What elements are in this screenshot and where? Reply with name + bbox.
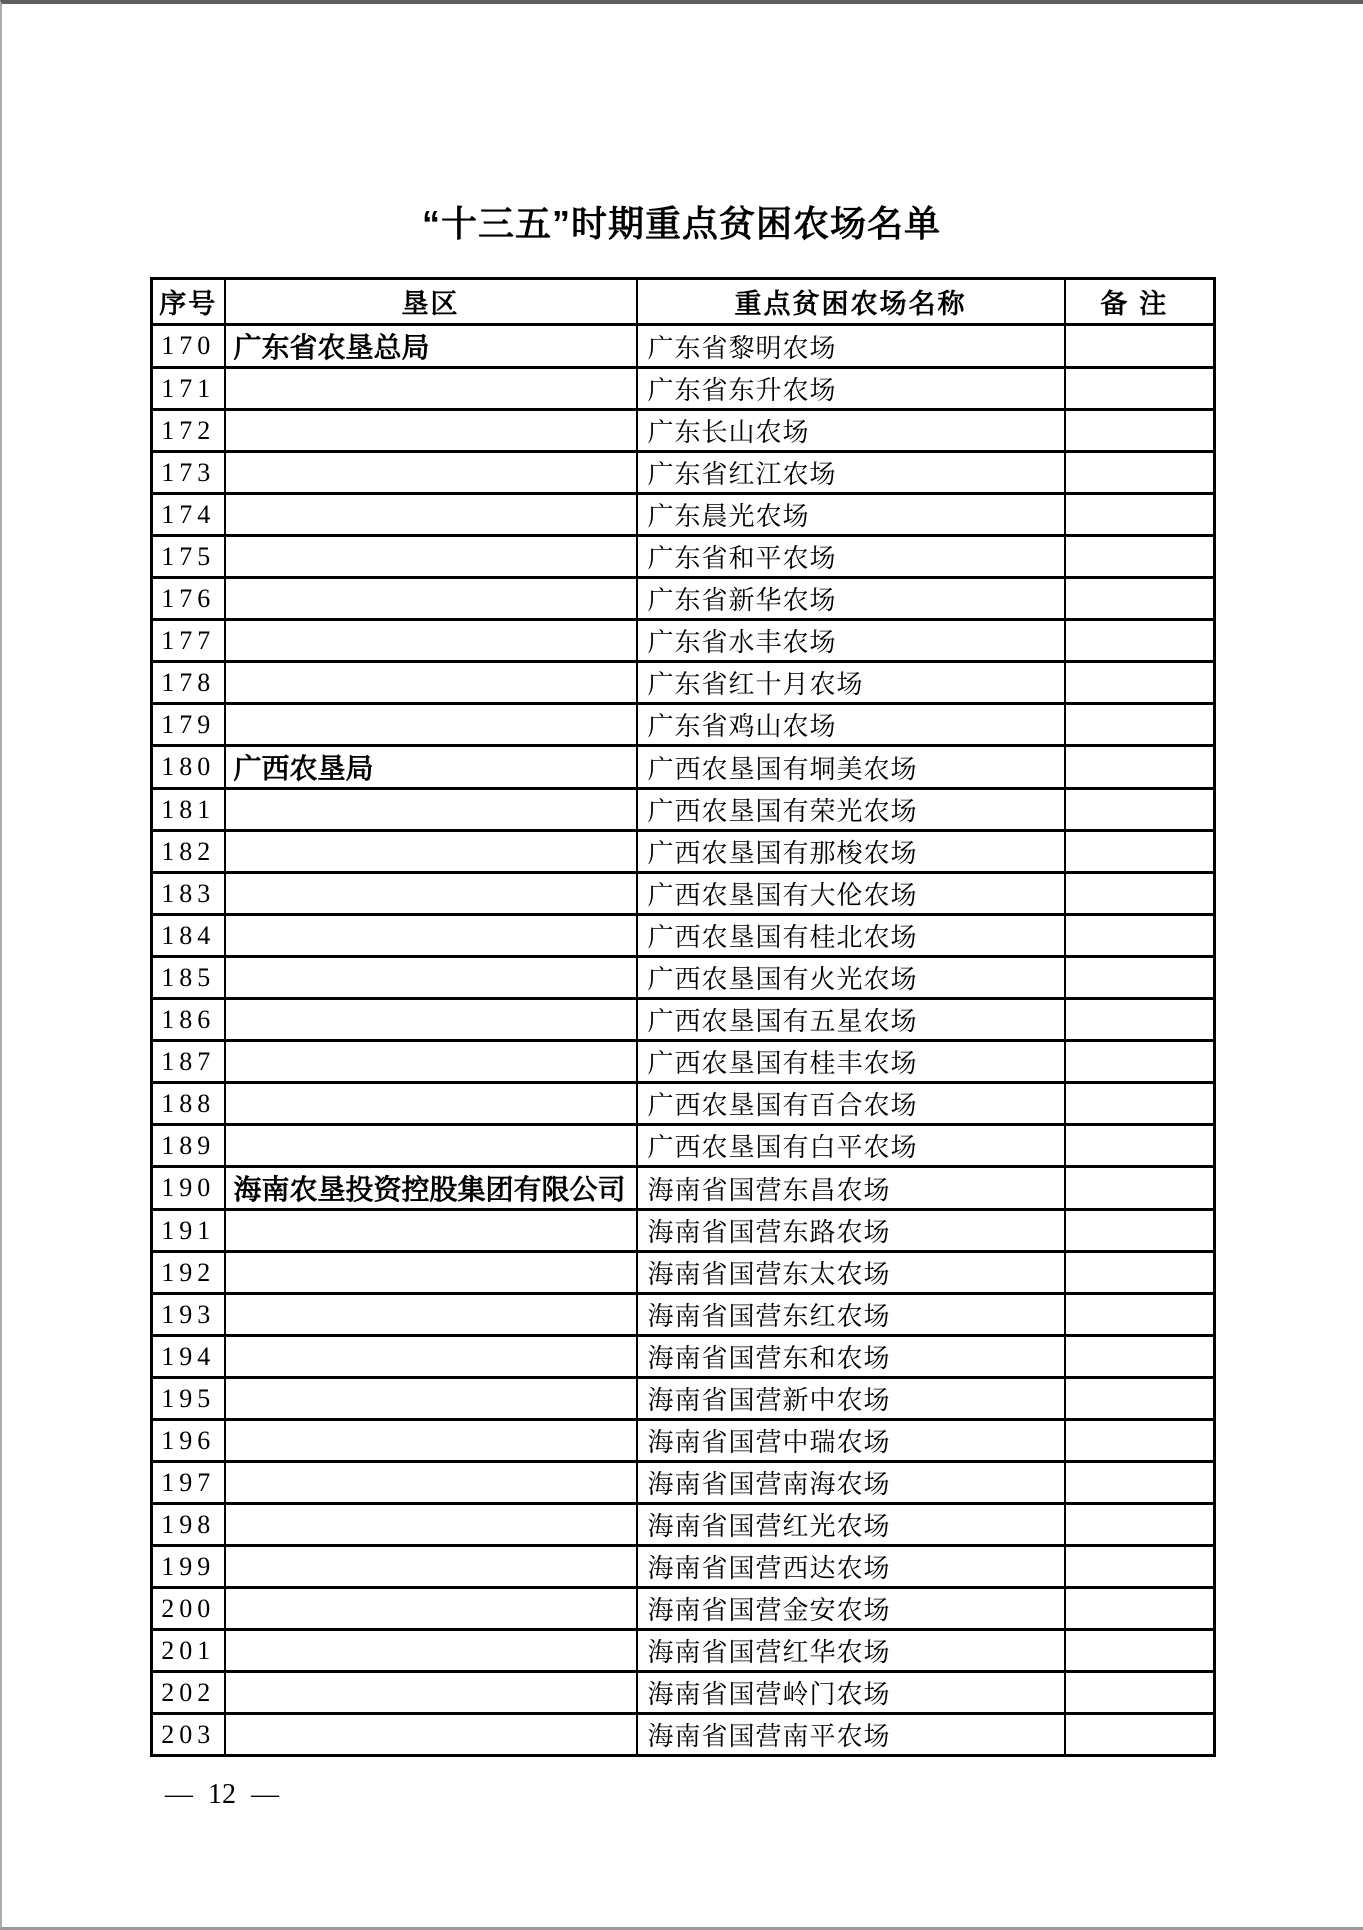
farm-name-cell: 海南省国营红光农场 — [637, 1504, 1065, 1546]
table-row — [152, 1125, 1215, 1167]
farm-name-cell: 广东晨光农场 — [637, 494, 1065, 536]
table-row — [152, 831, 1215, 873]
serial-number-cell: 173 — [152, 452, 225, 494]
serial-number-cell: 188 — [152, 1083, 225, 1125]
reclamation-area-cell — [225, 1041, 637, 1083]
remarks-cell — [1065, 1294, 1215, 1336]
header-remarks: 备注 — [1065, 279, 1215, 325]
serial-number-cell: 199 — [152, 1546, 225, 1588]
remarks-cell — [1065, 452, 1215, 494]
header-serial-number: 序号 — [152, 279, 225, 325]
remarks-cell — [1065, 620, 1215, 662]
reclamation-area-cell — [225, 368, 637, 410]
farm-name-cell: 海南省国营东红农场 — [637, 1294, 1065, 1336]
reclamation-area-cell — [225, 1420, 637, 1462]
serial-number-cell: 172 — [152, 410, 225, 452]
serial-number-cell: 189 — [152, 1125, 225, 1167]
table-row — [152, 1252, 1215, 1294]
serial-number-cell: 176 — [152, 578, 225, 620]
serial-number-cell: 192 — [152, 1252, 225, 1294]
table-row — [152, 662, 1215, 704]
table-row — [152, 452, 1215, 494]
table-row — [152, 620, 1215, 662]
table-row — [152, 368, 1215, 410]
serial-number-cell: 196 — [152, 1420, 225, 1462]
remarks-cell — [1065, 1714, 1215, 1756]
reclamation-area-cell — [225, 494, 637, 536]
farm-name-cell: 海南省国营新中农场 — [637, 1378, 1065, 1420]
remarks-cell — [1065, 662, 1215, 704]
remarks-cell — [1065, 746, 1215, 789]
serial-number-cell: 198 — [152, 1504, 225, 1546]
farm-name-cell: 广东省红江农场 — [637, 452, 1065, 494]
reclamation-area-cell — [225, 1210, 637, 1252]
table-row — [152, 1504, 1215, 1546]
farm-name-cell: 广东省红十月农场 — [637, 662, 1065, 704]
farm-name-cell: 广西农垦国有五星农场 — [637, 999, 1065, 1041]
remarks-cell — [1065, 325, 1215, 368]
farm-name-cell: 广东省和平农场 — [637, 536, 1065, 578]
table-row — [152, 1588, 1215, 1630]
page-number: — 12 — — [165, 1779, 279, 1810]
table-row — [152, 536, 1215, 578]
table-row — [152, 410, 1215, 452]
farm-name-cell: 广东省鸡山农场 — [637, 704, 1065, 746]
reclamation-area-cell — [225, 704, 637, 746]
remarks-cell — [1065, 1083, 1215, 1125]
reclamation-area-cell: 广西农垦局 — [225, 746, 637, 789]
remarks-cell — [1065, 1588, 1215, 1630]
serial-number-cell: 203 — [152, 1714, 225, 1756]
table-row — [152, 915, 1215, 957]
farm-name-cell: 广东长山农场 — [637, 410, 1065, 452]
farm-name-cell: 广西农垦国有大伦农场 — [637, 873, 1065, 915]
table-row — [152, 1546, 1215, 1588]
reclamation-area-cell — [225, 789, 637, 831]
farm-name-cell: 广西农垦国有桂北农场 — [637, 915, 1065, 957]
farm-name-cell: 广西农垦国有垌美农场 — [637, 746, 1065, 789]
table-row — [152, 704, 1215, 746]
remarks-cell — [1065, 704, 1215, 746]
farm-name-cell: 广东省水丰农场 — [637, 620, 1065, 662]
reclamation-area-cell — [225, 410, 637, 452]
table-header-row — [152, 279, 1215, 325]
reclamation-area-cell — [225, 1588, 637, 1630]
farm-name-cell: 广东省新华农场 — [637, 578, 1065, 620]
remarks-cell — [1065, 578, 1215, 620]
serial-number-cell: 181 — [152, 789, 225, 831]
reclamation-area-cell — [225, 915, 637, 957]
farm-name-cell: 海南省国营东和农场 — [637, 1336, 1065, 1378]
reclamation-area-cell — [225, 536, 637, 578]
table-row — [152, 1462, 1215, 1504]
remarks-cell — [1065, 1041, 1215, 1083]
serial-number-cell: 202 — [152, 1672, 225, 1714]
remarks-cell — [1065, 789, 1215, 831]
table-row — [152, 1041, 1215, 1083]
remarks-cell — [1065, 1504, 1215, 1546]
reclamation-area-cell — [225, 1125, 637, 1167]
reclamation-area-cell — [225, 1462, 637, 1504]
table-row — [152, 1672, 1215, 1714]
remarks-cell — [1065, 1546, 1215, 1588]
reclamation-area-cell — [225, 1714, 637, 1756]
serial-number-cell: 191 — [152, 1210, 225, 1252]
serial-number-cell: 194 — [152, 1336, 225, 1378]
farm-name-cell: 广西农垦国有百合农场 — [637, 1083, 1065, 1125]
farm-name-cell: 广西农垦国有那梭农场 — [637, 831, 1065, 873]
farm-name-cell: 海南省国营东太农场 — [637, 1252, 1065, 1294]
remarks-cell — [1065, 1210, 1215, 1252]
serial-number-cell: 179 — [152, 704, 225, 746]
serial-number-cell: 197 — [152, 1462, 225, 1504]
remarks-cell — [1065, 536, 1215, 578]
table-row — [152, 578, 1215, 620]
table-row — [152, 1420, 1215, 1462]
table-row — [152, 789, 1215, 831]
reclamation-area-cell — [225, 578, 637, 620]
serial-number-cell: 177 — [152, 620, 225, 662]
farm-name-cell: 海南省国营金安农场 — [637, 1588, 1065, 1630]
remarks-cell — [1065, 999, 1215, 1041]
reclamation-area-cell — [225, 1083, 637, 1125]
reclamation-area-cell — [225, 662, 637, 704]
remarks-cell — [1065, 494, 1215, 536]
header-farm-name: 重点贫困农场名称 — [637, 279, 1065, 325]
table-row — [152, 1378, 1215, 1420]
serial-number-cell: 174 — [152, 494, 225, 536]
farm-name-cell: 广东省东升农场 — [637, 368, 1065, 410]
header-reclamation-area: 垦区 — [225, 279, 637, 325]
serial-number-cell: 184 — [152, 915, 225, 957]
serial-number-cell: 182 — [152, 831, 225, 873]
reclamation-area-cell — [225, 957, 637, 999]
table-row — [152, 999, 1215, 1041]
remarks-cell — [1065, 957, 1215, 999]
reclamation-area-cell — [225, 1630, 637, 1672]
remarks-cell — [1065, 410, 1215, 452]
farm-name-cell: 广西农垦国有火光农场 — [637, 957, 1065, 999]
reclamation-area-cell — [225, 620, 637, 662]
serial-number-cell: 171 — [152, 368, 225, 410]
reclamation-area-cell — [225, 873, 637, 915]
serial-number-cell: 180 — [152, 746, 225, 789]
farm-name-cell: 海南省国营西达农场 — [637, 1546, 1065, 1588]
farm-name-cell: 广西农垦国有荣光农场 — [637, 789, 1065, 831]
reclamation-area-cell — [225, 452, 637, 494]
serial-number-cell: 187 — [152, 1041, 225, 1083]
page-title: “十三五”时期重点贫困农场名单 — [421, 203, 941, 244]
reclamation-area-cell — [225, 1504, 637, 1546]
remarks-cell — [1065, 1630, 1215, 1672]
remarks-cell — [1065, 1167, 1215, 1210]
poor-farms-table — [150, 277, 1216, 1757]
farm-name-cell: 广东省黎明农场 — [637, 325, 1065, 368]
remarks-cell — [1065, 1252, 1215, 1294]
table-row — [152, 1714, 1215, 1756]
reclamation-area-cell — [225, 1546, 637, 1588]
serial-number-cell: 183 — [152, 873, 225, 915]
table-row — [152, 1630, 1215, 1672]
table-row — [152, 1167, 1215, 1210]
serial-number-cell: 201 — [152, 1630, 225, 1672]
reclamation-area-cell — [225, 831, 637, 873]
table-row — [152, 1083, 1215, 1125]
farm-name-cell: 海南省国营南海农场 — [637, 1462, 1065, 1504]
reclamation-area-cell: 海南农垦投资控股集团有限公司 — [225, 1167, 637, 1210]
reclamation-area-cell: 广东省农垦总局 — [225, 325, 637, 368]
table-row — [152, 1210, 1215, 1252]
reclamation-area-cell — [225, 1252, 637, 1294]
serial-number-cell: 200 — [152, 1588, 225, 1630]
remarks-cell — [1065, 1378, 1215, 1420]
farm-name-cell: 海南省国营岭门农场 — [637, 1672, 1065, 1714]
serial-number-cell: 195 — [152, 1378, 225, 1420]
farm-name-cell: 广西农垦国有白平农场 — [637, 1125, 1065, 1167]
serial-number-cell: 170 — [152, 325, 225, 368]
table-row — [152, 957, 1215, 999]
farm-name-cell: 海南省国营东路农场 — [637, 1210, 1065, 1252]
serial-number-cell: 190 — [152, 1167, 225, 1210]
reclamation-area-cell — [225, 1336, 637, 1378]
remarks-cell — [1065, 1420, 1215, 1462]
serial-number-cell: 193 — [152, 1294, 225, 1336]
table-row — [152, 325, 1215, 368]
serial-number-cell: 178 — [152, 662, 225, 704]
farm-name-cell: 广西农垦国有桂丰农场 — [637, 1041, 1065, 1083]
reclamation-area-cell — [225, 1294, 637, 1336]
table-row — [152, 494, 1215, 536]
serial-number-cell: 186 — [152, 999, 225, 1041]
table-row — [152, 1294, 1215, 1336]
farm-name-cell: 海南省国营红华农场 — [637, 1630, 1065, 1672]
remarks-cell — [1065, 831, 1215, 873]
reclamation-area-cell — [225, 1672, 637, 1714]
serial-number-cell: 175 — [152, 536, 225, 578]
remarks-cell — [1065, 1462, 1215, 1504]
remarks-cell — [1065, 1125, 1215, 1167]
remarks-cell — [1065, 368, 1215, 410]
remarks-cell — [1065, 873, 1215, 915]
reclamation-area-cell — [225, 1378, 637, 1420]
remarks-cell — [1065, 1672, 1215, 1714]
farm-name-cell: 海南省国营中瑞农场 — [637, 1420, 1065, 1462]
farm-name-cell: 海南省国营南平农场 — [637, 1714, 1065, 1756]
table-row — [152, 746, 1215, 789]
table-row — [152, 1336, 1215, 1378]
remarks-cell — [1065, 1336, 1215, 1378]
farm-name-cell: 海南省国营东昌农场 — [637, 1167, 1065, 1210]
serial-number-cell: 185 — [152, 957, 225, 999]
table-row — [152, 873, 1215, 915]
reclamation-area-cell — [225, 999, 637, 1041]
remarks-cell — [1065, 915, 1215, 957]
